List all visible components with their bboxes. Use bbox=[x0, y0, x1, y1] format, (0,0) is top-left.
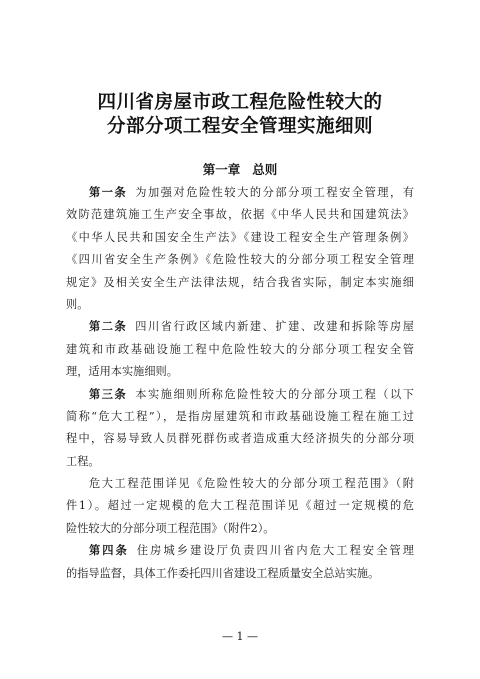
paragraph-line: 危大工程范围详见《危险性较大的分部分项工程范围》（附 bbox=[89, 477, 414, 491]
paragraph-line: 理，适用本实施细则。 bbox=[66, 365, 178, 379]
paragraph-line: 效防范建筑施工生产安全事故，依据《中华人民共和国建筑法》 bbox=[66, 208, 414, 222]
paragraph-line: 的指导监督，具体工作委托四川省建设工程质量安全总站实施。 bbox=[66, 566, 380, 580]
paragraph-line: 险性较大的分部分项工程范围》（附件2）。 bbox=[66, 521, 275, 535]
paragraph bbox=[66, 182, 414, 316]
article-number: 第四条 bbox=[89, 544, 129, 558]
paragraph bbox=[66, 316, 414, 383]
paragraph-line: 建筑和市政基础设施工程中危险性较大的分部分项工程安全管 bbox=[66, 342, 414, 356]
paragraph-line: 第一条 为加强对危险性较大的分部分项工程安全管理，有 bbox=[89, 186, 414, 199]
article-number: 第一条 bbox=[89, 186, 128, 199]
paragraph-line: 工程。 bbox=[66, 454, 100, 468]
chapter-number: 第一章 bbox=[202, 162, 241, 177]
paragraph-line: 规定》及相关安全生产法律法规，结合我省实际，制定本实施细 bbox=[66, 275, 414, 289]
paragraph-line: 则。 bbox=[66, 297, 89, 311]
paragraph-line: 程中，容易导致人员群死群伤或者造成重大经济损失的分部分项 bbox=[66, 432, 414, 446]
paragraph-line: 简称“危大工程”），是指房屋建筑和市政基础设施工程在施工过 bbox=[66, 409, 414, 423]
page-number: — 1 — bbox=[222, 630, 258, 643]
paragraph-line: 件1）。超过一定规模的危大工程范围详见《超过一定规模的危 bbox=[66, 499, 414, 513]
document-body bbox=[66, 182, 414, 585]
article-number: 第二条 bbox=[89, 320, 128, 334]
chapter-name: 总则 bbox=[252, 162, 278, 177]
document-title-line-2: 分部分项工程安全管理实施细则 bbox=[106, 116, 373, 137]
paragraph-line: 第四条 住房城乡建设厅负责四川省内危大工程安全管理 bbox=[89, 544, 414, 558]
chapter-heading bbox=[0, 160, 480, 178]
paragraph-line: 《中华人民共和国安全生产法》《建设工程安全生产管理条例》 bbox=[66, 230, 414, 244]
article-number: 第三条 bbox=[89, 387, 128, 401]
document-title-line-1: 四川省房屋市政工程危险性较大的 bbox=[97, 92, 383, 113]
paragraph-line: 《四川省安全生产条例》《危险性较大的分部分项工程安全管理 bbox=[66, 253, 414, 267]
paragraph bbox=[66, 384, 414, 474]
paragraph-line: 第二条 四川省行政区域内新建、扩建、改建和拆除等房屋 bbox=[89, 320, 414, 334]
paragraph bbox=[66, 473, 414, 540]
paragraph-line: 第三条 本实施细则所称危险性较大的分部分项工程（以下 bbox=[89, 387, 414, 401]
paragraph bbox=[66, 540, 414, 585]
